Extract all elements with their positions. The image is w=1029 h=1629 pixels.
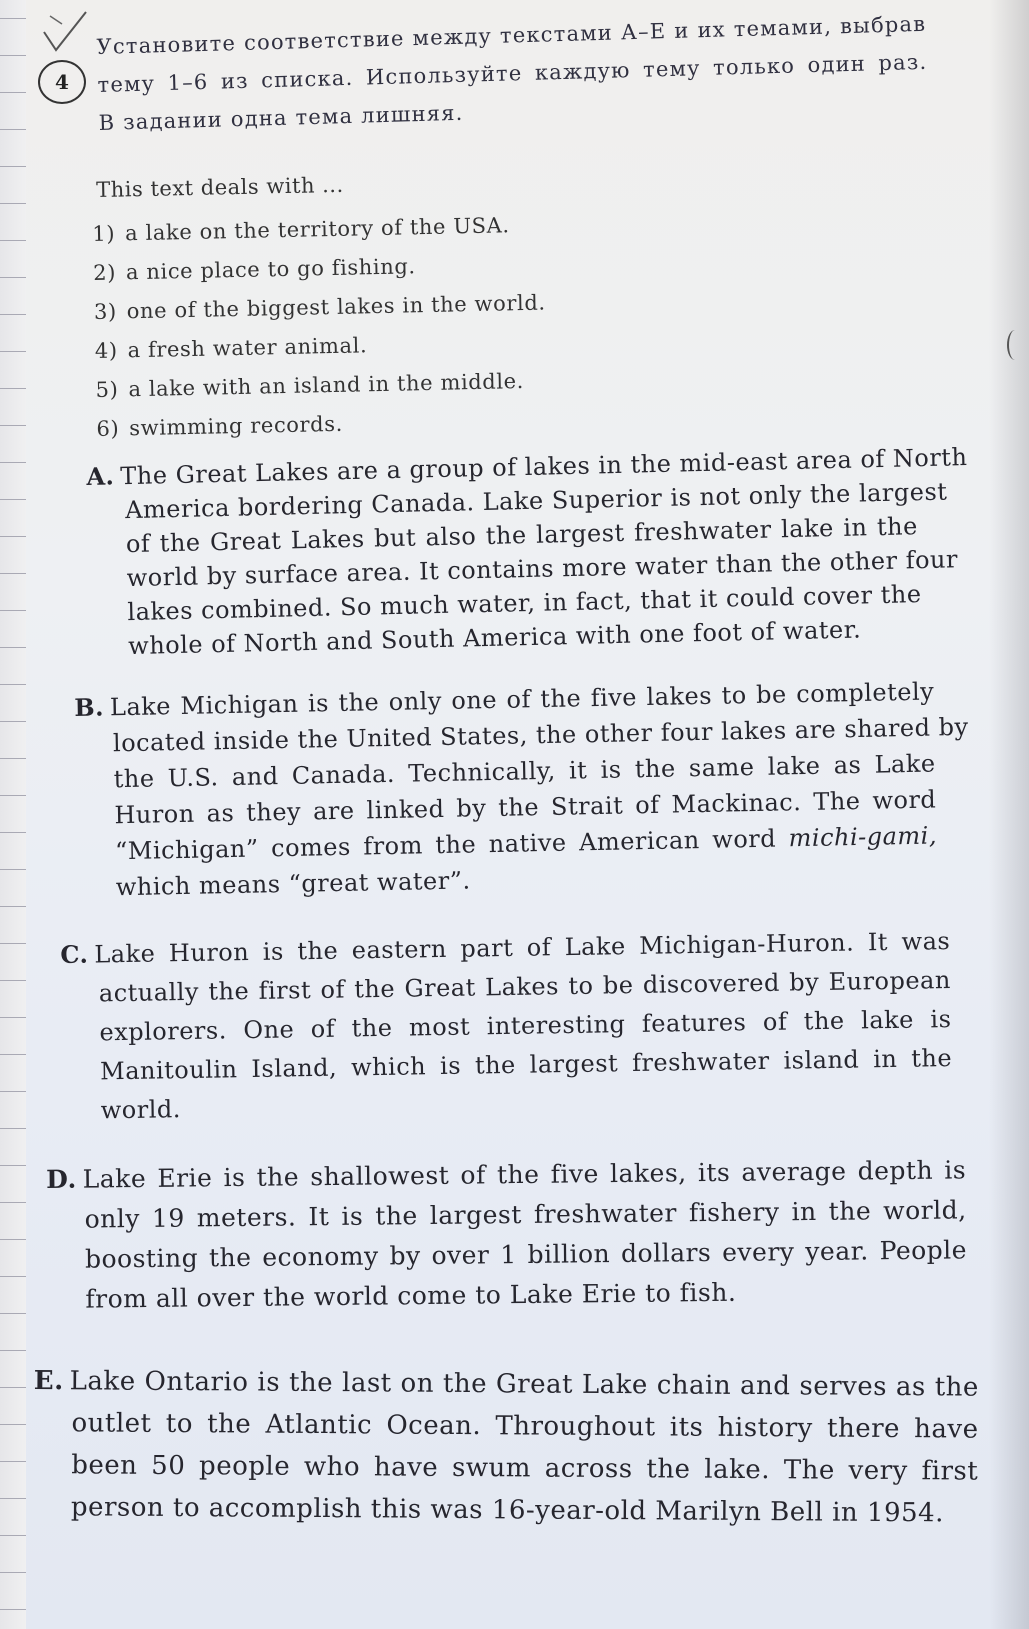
text-letter: A.: [86, 461, 115, 491]
margin-rule-line: [0, 1535, 26, 1536]
margin-rule-line: [0, 536, 26, 537]
text-line: located inside the United States, the other four lakes are shared by: [112, 712, 969, 758]
margin-rule-line: [0, 1017, 26, 1018]
page-shadow: [989, 0, 1029, 1629]
text-line: [34, 1360, 979, 1409]
text-letter: B.: [74, 692, 105, 722]
text-letter: C.: [60, 939, 89, 969]
margin-rule-line: [0, 1387, 26, 1388]
margin-rule-line: [0, 1202, 26, 1203]
margin-rule-line: [0, 1276, 26, 1277]
margin-rule-line: [0, 1239, 26, 1240]
text-a: [86, 441, 968, 664]
task-number-badge: 4: [38, 60, 86, 104]
margin-rule-line: [0, 610, 26, 611]
text-line-content: Lake Michigan is the only one of the five lakes to be completely: [109, 677, 935, 722]
margin-rule-line: [0, 55, 26, 56]
margin-rule-line: [0, 277, 26, 278]
text-line-content: Lake Ontario is the last on the Great Lake chain and serves as the: [69, 1366, 979, 1403]
margin-rule-line: [0, 1609, 26, 1610]
text-line: only 19 meters. It is the largest freshwater fishery in the world,: [84, 1195, 967, 1234]
margin-rule-line: [0, 980, 26, 981]
margin-rule-line: [0, 240, 26, 241]
margin-rule-line: [0, 1128, 26, 1129]
topic-text: a nice place to go fishing.: [125, 254, 416, 285]
text-line: world.: [100, 1095, 182, 1125]
margin-rule-line: [0, 388, 26, 389]
topic-text: one of the biggest lakes in the world.: [126, 290, 546, 324]
topic-text: a lake with an island in the middle.: [128, 368, 525, 402]
topic-text: a lake on the territory of the USA.: [124, 213, 510, 246]
text-line: America bordering Canada. Lake Superior is not only the largest: [124, 477, 948, 525]
text-line: from all over the world come to Lake Erie to fish.: [85, 1277, 737, 1314]
margin-rule-line: [0, 1091, 26, 1092]
instruction-line: тему 1–6 из списка. Используйте каждую тему только один раз.: [97, 49, 928, 97]
topic-number: 2): [92, 260, 117, 285]
topic-number: 1): [92, 221, 116, 246]
text-line: explorers. One of the most interesting features of the lake is: [99, 1005, 952, 1047]
margin-rule-line: [0, 869, 26, 870]
margin-rule-line: [0, 1350, 26, 1351]
margin-rule-line: [0, 499, 26, 500]
margin-rule-line: [0, 832, 26, 833]
topic-number: 6): [96, 416, 120, 441]
text-letter: D.: [46, 1164, 77, 1194]
margin-rule-line: [0, 1572, 26, 1573]
task-instruction: [96, 5, 929, 142]
text-line-content: Lake Erie is the shallowest of the five lakes, its average depth is: [82, 1155, 967, 1194]
text-c: [60, 921, 953, 1131]
margin-rule-line: [0, 795, 26, 796]
margin-rule-line: [0, 721, 26, 722]
text-line: person to accomplish this was 16-year-old Marilyn Bell in 1954.: [70, 1492, 944, 1529]
text-line: lakes combined. So much water, in fact, that it could cover the: [127, 580, 922, 627]
instruction-line: В задании одна тема лишняя.: [98, 100, 464, 135]
margin-rule-line: [0, 1054, 26, 1055]
text-line-content: The Great Lakes are a group of lakes in the mid-east area of North: [120, 443, 968, 491]
text-line: Huron as they are linked by the Strait of Mackinac. The word: [114, 785, 937, 830]
margin-rule-line: [0, 573, 26, 574]
margin-rule-line: [0, 1313, 26, 1314]
text-line: world by surface area. It contains more water than the other four: [126, 545, 959, 593]
text-line: been 50 people who have swum across the lake. The very first: [71, 1450, 979, 1487]
margin-rule-line: [0, 166, 26, 167]
margin-rule-line: [0, 906, 26, 907]
text-line-content: “Michigan” comes from the native American word: [114, 824, 777, 866]
margin-rule-line: [0, 129, 26, 130]
margin-rule-line: [0, 351, 26, 352]
text-line: the U.S. and Canada. Technically, it is the same lake as Lake: [113, 749, 936, 794]
text-line: Manitoulin Island, which is the largest freshwater island in the: [99, 1044, 953, 1086]
text-line: whole of North and South America with one foot of water.: [127, 615, 862, 661]
text-line: which means “great water”.: [115, 866, 471, 902]
topics-list: [92, 206, 548, 449]
margin-rule-line: [0, 1165, 26, 1166]
text-line: boosting the economy by over 1 billion dollars every year. People: [84, 1235, 968, 1274]
margin-rule-line: [0, 758, 26, 759]
italic-word: michi-gami,: [788, 821, 938, 853]
margin-rule-line: [0, 314, 26, 315]
instruction-line: Установите соответствие между текстами А–Е и их темами, выбрав: [96, 11, 927, 59]
margin-rule-line: [0, 1461, 26, 1462]
text-line: of the Great Lakes but also the largest freshwater lake in the: [125, 512, 919, 559]
margin-rule-line: [0, 1498, 26, 1499]
text-d: [46, 1150, 968, 1320]
margin-rule-line: [0, 18, 26, 19]
topic-number: 3): [93, 299, 118, 324]
margin-rule-line: [0, 425, 26, 426]
text-line-content: Lake Huron is the eastern part of Lake Michigan-Huron. It was: [94, 927, 951, 969]
topic-number: 4): [94, 338, 118, 363]
topic-number: 5): [95, 377, 119, 402]
text-b: [74, 673, 969, 905]
text-e: [33, 1360, 979, 1535]
text-letter: E.: [33, 1365, 64, 1397]
topic-text: swimming records.: [128, 411, 344, 441]
margin-rule-line: [0, 462, 26, 463]
margin-rule-line: [0, 92, 26, 93]
margin-rule-line: [0, 943, 26, 944]
topic-text: a fresh water animal.: [127, 333, 368, 363]
margin-rule-line: [0, 684, 26, 685]
notebook-margin-strip: [0, 0, 27, 1629]
text-line: actually the first of the Great Lakes to be discovered by European: [98, 966, 952, 1008]
page-edge-bracket: [1007, 330, 1023, 360]
margin-rule-line: [0, 1424, 26, 1425]
topics-intro: This text deals with ...: [96, 172, 344, 202]
text-line: outlet to the Atlantic Ocean. Throughout its history there have: [71, 1408, 979, 1445]
margin-rule-line: [0, 203, 26, 204]
margin-rule-line: [0, 647, 26, 648]
pencil-check-mark: [40, 10, 90, 55]
